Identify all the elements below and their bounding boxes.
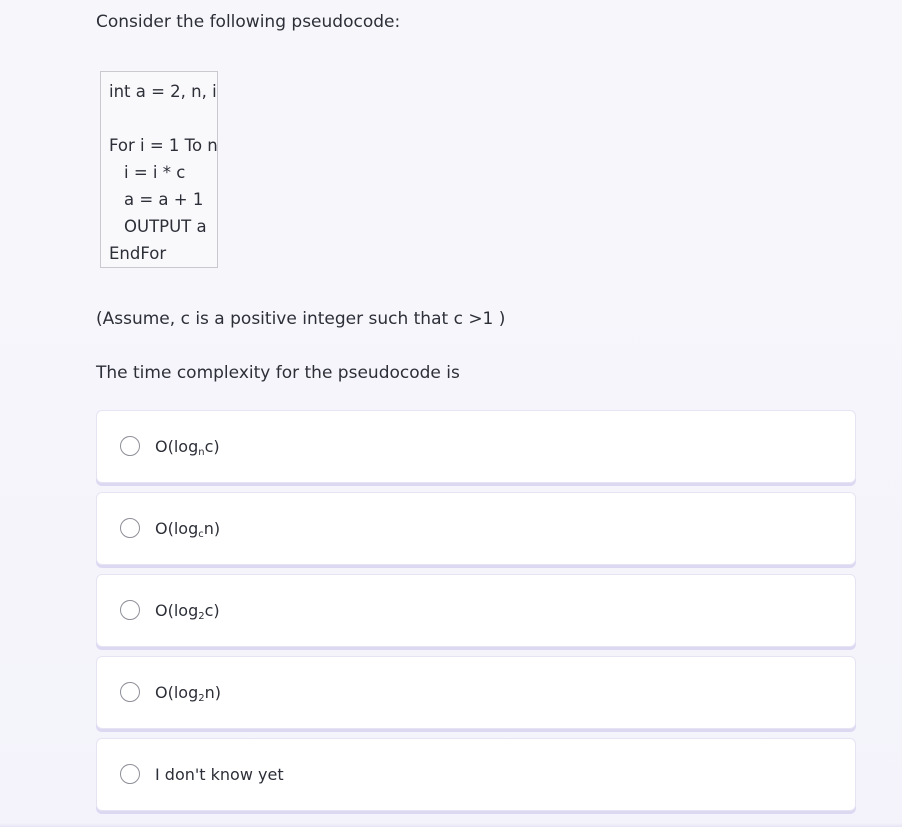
answer-option-2[interactable] [96, 492, 856, 565]
answer-option-4[interactable] [96, 656, 856, 729]
code-line: a = a + 1 [124, 190, 204, 209]
pseudocode-block [100, 71, 218, 268]
radio-unchecked-icon[interactable] [120, 436, 140, 456]
question-assumption: (Assume, c is a positive integer such that c >1 ) [96, 309, 506, 329]
radio-unchecked-icon[interactable] [120, 764, 140, 784]
answer-option-3[interactable] [96, 574, 856, 647]
answer-options [96, 410, 856, 820]
question-intro: Consider the following pseudocode: [96, 12, 401, 32]
answer-option-label: $O(\log_2c)$ [155, 601, 220, 622]
code-line-blank [109, 105, 217, 132]
question-prompt: The time complexity for the pseudocode is [96, 363, 460, 383]
code-line: i = i * c [124, 163, 186, 182]
code-line: For i = 1 To n [109, 136, 218, 155]
answer-option-1[interactable] [96, 410, 856, 483]
answer-option-label: I don't know yet [155, 765, 284, 784]
radio-unchecked-icon[interactable] [120, 600, 140, 620]
answer-option-5[interactable] [96, 738, 856, 811]
answer-option-label: $O(\log_cn)$ [155, 519, 221, 540]
answer-option-label: $O(\log_2n)$ [155, 683, 221, 704]
radio-unchecked-icon[interactable] [120, 518, 140, 538]
page-bottom-divider [0, 823, 902, 827]
radio-unchecked-icon[interactable] [120, 682, 140, 702]
code-line: OUTPUT a [124, 217, 207, 236]
code-line: EndFor [109, 244, 167, 263]
answer-option-label: $O(\log_nc)$ [155, 437, 220, 458]
code-line: int a = 2, n, i [109, 82, 217, 101]
